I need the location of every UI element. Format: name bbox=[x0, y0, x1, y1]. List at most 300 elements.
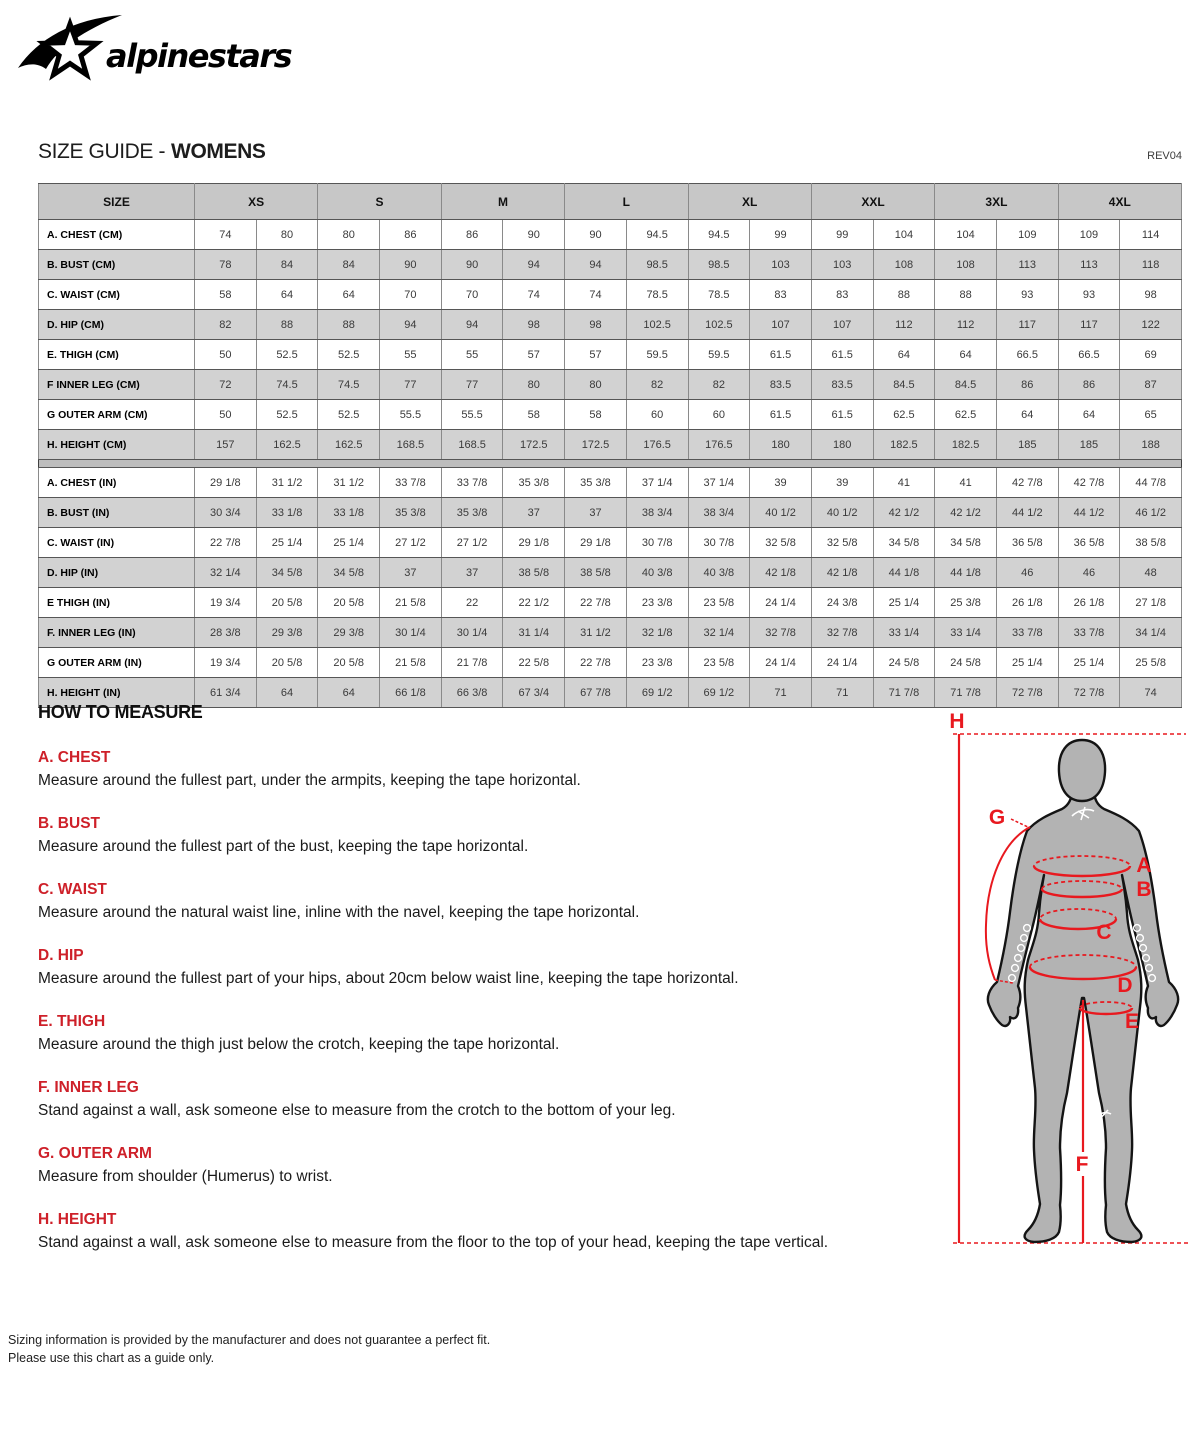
value-cell: 40 1/2 bbox=[811, 498, 873, 528]
row-label: G OUTER ARM (IN) bbox=[39, 648, 195, 678]
value-cell: 80 bbox=[565, 370, 627, 400]
value-cell: 61 3/4 bbox=[195, 678, 257, 708]
value-cell: 25 1/4 bbox=[1058, 648, 1120, 678]
size-table bbox=[38, 183, 1182, 708]
value-cell: 72 bbox=[195, 370, 257, 400]
value-cell: 37 1/4 bbox=[626, 468, 688, 498]
value-cell: 37 1/4 bbox=[688, 468, 750, 498]
value-cell: 72 7/8 bbox=[1058, 678, 1120, 708]
figure-label-thigh: E bbox=[1124, 1010, 1140, 1033]
body-head bbox=[1059, 740, 1105, 801]
figure-label-bust: B bbox=[1136, 878, 1152, 901]
value-cell: 102.5 bbox=[688, 310, 750, 340]
size-header-s: S bbox=[318, 184, 441, 220]
value-cell: 60 bbox=[626, 400, 688, 430]
value-cell: 48 bbox=[1120, 558, 1182, 588]
value-cell: 86 bbox=[996, 370, 1058, 400]
row-label: B. BUST (CM) bbox=[39, 250, 195, 280]
value-cell: 78 bbox=[195, 250, 257, 280]
value-cell: 32 1/4 bbox=[688, 618, 750, 648]
value-cell: 34 5/8 bbox=[873, 528, 935, 558]
disclaimer-line-2: Please use this chart as a guide only. bbox=[8, 1351, 215, 1365]
value-cell: 44 1/8 bbox=[873, 558, 935, 588]
value-cell: 55.5 bbox=[380, 400, 442, 430]
value-cell: 23 5/8 bbox=[688, 648, 750, 678]
value-cell: 107 bbox=[750, 310, 812, 340]
value-cell: 61.5 bbox=[750, 340, 812, 370]
value-cell: 22 1/2 bbox=[503, 588, 565, 618]
value-cell: 32 5/8 bbox=[750, 528, 812, 558]
value-cell: 20 5/8 bbox=[318, 648, 380, 678]
measure-row-in bbox=[39, 618, 1182, 648]
value-cell: 93 bbox=[1058, 280, 1120, 310]
value-cell: 19 3/4 bbox=[195, 648, 257, 678]
measure-item-text: Stand against a wall, ask someone else to measure from the floor to the top of your head, keeping the tape vertical. bbox=[38, 1234, 829, 1251]
value-cell: 71 7/8 bbox=[935, 678, 997, 708]
measure-item-thigh bbox=[38, 1013, 928, 1055]
value-cell: 52.5 bbox=[256, 340, 318, 370]
value-cell: 35 3/8 bbox=[565, 468, 627, 498]
value-cell: 80 bbox=[318, 220, 380, 250]
value-cell: 34 5/8 bbox=[256, 558, 318, 588]
measure-item-heading: H. HEIGHT bbox=[38, 1211, 117, 1228]
value-cell: 98.5 bbox=[688, 250, 750, 280]
value-cell: 113 bbox=[996, 250, 1058, 280]
value-cell: 33 7/8 bbox=[380, 468, 442, 498]
value-cell: 99 bbox=[811, 220, 873, 250]
value-cell: 37 bbox=[380, 558, 442, 588]
value-cell: 32 7/8 bbox=[750, 618, 812, 648]
value-cell: 33 1/4 bbox=[873, 618, 935, 648]
value-cell: 30 7/8 bbox=[688, 528, 750, 558]
value-cell: 162.5 bbox=[318, 430, 380, 460]
measure-item-text: Measure around the fullest part of your hips, about 20cm below waist line, keeping the tape horizontal. bbox=[38, 970, 739, 987]
value-cell: 78.5 bbox=[626, 280, 688, 310]
size-header-3xl: 3XL bbox=[935, 184, 1058, 220]
value-cell: 25 1/4 bbox=[318, 528, 380, 558]
value-cell: 83.5 bbox=[750, 370, 812, 400]
value-cell: 44 1/2 bbox=[996, 498, 1058, 528]
measure-row-cm bbox=[39, 310, 1182, 340]
figure-label-outer-arm: G bbox=[988, 806, 1006, 829]
value-cell: 40 3/8 bbox=[688, 558, 750, 588]
value-cell: 66 3/8 bbox=[441, 678, 503, 708]
value-cell: 46 1/2 bbox=[1120, 498, 1182, 528]
value-cell: 22 5/8 bbox=[503, 648, 565, 678]
size-header-xl: XL bbox=[688, 184, 811, 220]
value-cell: 27 1/8 bbox=[1120, 588, 1182, 618]
value-cell: 32 1/4 bbox=[195, 558, 257, 588]
how-to-measure-title: HOW TO MEASURE bbox=[38, 702, 203, 722]
measure-row-in bbox=[39, 528, 1182, 558]
value-cell: 64 bbox=[1058, 400, 1120, 430]
value-cell: 26 1/8 bbox=[996, 588, 1058, 618]
value-cell: 77 bbox=[441, 370, 503, 400]
value-cell: 71 7/8 bbox=[873, 678, 935, 708]
value-cell: 86 bbox=[1058, 370, 1120, 400]
value-cell: 23 3/8 bbox=[626, 648, 688, 678]
value-cell: 44 1/2 bbox=[1058, 498, 1120, 528]
value-cell: 50 bbox=[195, 400, 257, 430]
measure-item-bust bbox=[38, 815, 928, 857]
value-cell: 108 bbox=[935, 250, 997, 280]
value-cell: 20 5/8 bbox=[318, 588, 380, 618]
value-cell: 38 3/4 bbox=[626, 498, 688, 528]
value-cell: 109 bbox=[996, 220, 1058, 250]
value-cell: 66 1/8 bbox=[380, 678, 442, 708]
value-cell: 94.5 bbox=[688, 220, 750, 250]
value-cell: 64 bbox=[873, 340, 935, 370]
value-cell: 37 bbox=[503, 498, 565, 528]
value-cell: 30 1/4 bbox=[441, 618, 503, 648]
value-cell: 31 1/2 bbox=[256, 468, 318, 498]
value-cell: 87 bbox=[1120, 370, 1182, 400]
value-cell: 33 1/4 bbox=[935, 618, 997, 648]
value-cell: 113 bbox=[1058, 250, 1120, 280]
alpinestars-logo bbox=[12, 6, 322, 99]
size-header-xxl: XXL bbox=[811, 184, 934, 220]
measure-row-in bbox=[39, 468, 1182, 498]
value-cell: 24 1/4 bbox=[750, 588, 812, 618]
value-cell: 38 3/4 bbox=[688, 498, 750, 528]
value-cell: 25 5/8 bbox=[1120, 648, 1182, 678]
figure-label-height: H bbox=[949, 710, 965, 733]
value-cell: 38 5/8 bbox=[565, 558, 627, 588]
value-cell: 27 1/2 bbox=[380, 528, 442, 558]
value-cell: 46 bbox=[996, 558, 1058, 588]
value-cell: 74 bbox=[503, 280, 565, 310]
value-cell: 88 bbox=[873, 280, 935, 310]
value-cell: 62.5 bbox=[935, 400, 997, 430]
value-cell: 88 bbox=[318, 310, 380, 340]
value-cell: 25 3/8 bbox=[935, 588, 997, 618]
value-cell: 185 bbox=[996, 430, 1058, 460]
value-cell: 23 3/8 bbox=[626, 588, 688, 618]
value-cell: 176.5 bbox=[688, 430, 750, 460]
value-cell: 74 bbox=[1120, 678, 1182, 708]
value-cell: 42 1/2 bbox=[873, 498, 935, 528]
value-cell: 46 bbox=[1058, 558, 1120, 588]
value-cell: 94 bbox=[380, 310, 442, 340]
row-label: H. HEIGHT (CM) bbox=[39, 430, 195, 460]
size-column-header: SIZE bbox=[39, 184, 195, 220]
value-cell: 55 bbox=[441, 340, 503, 370]
value-cell: 98 bbox=[503, 310, 565, 340]
value-cell: 67 3/4 bbox=[503, 678, 565, 708]
value-cell: 55.5 bbox=[441, 400, 503, 430]
how-to-measure-section bbox=[38, 702, 928, 1277]
value-cell: 38 5/8 bbox=[503, 558, 565, 588]
alpinestars-logo-graphic bbox=[12, 6, 322, 94]
value-cell: 50 bbox=[195, 340, 257, 370]
value-cell: 21 5/8 bbox=[380, 648, 442, 678]
value-cell: 82 bbox=[195, 310, 257, 340]
measure-row-cm bbox=[39, 280, 1182, 310]
value-cell: 20 5/8 bbox=[256, 588, 318, 618]
measure-item-height bbox=[38, 1211, 928, 1253]
measure-row-cm bbox=[39, 370, 1182, 400]
measure-row-in bbox=[39, 558, 1182, 588]
value-cell: 74.5 bbox=[318, 370, 380, 400]
title-row bbox=[38, 140, 1182, 164]
row-label: H. HEIGHT (IN) bbox=[39, 678, 195, 708]
value-cell: 112 bbox=[935, 310, 997, 340]
value-cell: 24 3/8 bbox=[811, 588, 873, 618]
measure-item-heading: F. INNER LEG bbox=[38, 1079, 139, 1096]
value-cell: 94 bbox=[503, 250, 565, 280]
value-cell: 176.5 bbox=[626, 430, 688, 460]
value-cell: 64 bbox=[256, 280, 318, 310]
value-cell: 84 bbox=[318, 250, 380, 280]
row-label: B. BUST (IN) bbox=[39, 498, 195, 528]
figure-label-waist: C bbox=[1096, 921, 1112, 944]
value-cell: 72 7/8 bbox=[996, 678, 1058, 708]
value-cell: 42 1/2 bbox=[935, 498, 997, 528]
value-cell: 37 bbox=[441, 558, 503, 588]
value-cell: 30 3/4 bbox=[195, 498, 257, 528]
measure-item-heading: E. THIGH bbox=[38, 1013, 106, 1030]
figure-label-hip: D bbox=[1117, 974, 1133, 997]
value-cell: 35 3/8 bbox=[380, 498, 442, 528]
value-cell: 61.5 bbox=[811, 340, 873, 370]
value-cell: 90 bbox=[503, 220, 565, 250]
value-cell: 86 bbox=[380, 220, 442, 250]
value-cell: 172.5 bbox=[565, 430, 627, 460]
measure-item-text: Measure around the fullest part of the bust, keeping the tape horizontal. bbox=[38, 838, 529, 855]
measure-item-heading: C. WAIST bbox=[38, 881, 107, 898]
value-cell: 32 7/8 bbox=[811, 618, 873, 648]
value-cell: 104 bbox=[935, 220, 997, 250]
value-cell: 84.5 bbox=[873, 370, 935, 400]
value-cell: 74 bbox=[565, 280, 627, 310]
value-cell: 22 7/8 bbox=[565, 588, 627, 618]
value-cell: 21 5/8 bbox=[380, 588, 442, 618]
value-cell: 29 1/8 bbox=[195, 468, 257, 498]
value-cell: 58 bbox=[195, 280, 257, 310]
value-cell: 42 7/8 bbox=[996, 468, 1058, 498]
value-cell: 61.5 bbox=[750, 400, 812, 430]
row-label: D. HIP (IN) bbox=[39, 558, 195, 588]
value-cell: 64 bbox=[318, 280, 380, 310]
value-cell: 52.5 bbox=[318, 340, 380, 370]
value-cell: 24 1/4 bbox=[750, 648, 812, 678]
value-cell: 82 bbox=[626, 370, 688, 400]
value-cell: 58 bbox=[565, 400, 627, 430]
value-cell: 30 7/8 bbox=[626, 528, 688, 558]
value-cell: 80 bbox=[256, 220, 318, 250]
value-cell: 33 1/8 bbox=[318, 498, 380, 528]
value-cell: 64 bbox=[935, 340, 997, 370]
value-cell: 61.5 bbox=[811, 400, 873, 430]
value-cell: 86 bbox=[441, 220, 503, 250]
row-label: A. CHEST (IN) bbox=[39, 468, 195, 498]
value-cell: 112 bbox=[873, 310, 935, 340]
value-cell: 34 1/4 bbox=[1120, 618, 1182, 648]
measure-item-waist bbox=[38, 881, 928, 923]
measure-item-heading: D. HIP bbox=[38, 947, 84, 964]
value-cell: 60 bbox=[688, 400, 750, 430]
value-cell: 114 bbox=[1120, 220, 1182, 250]
value-cell: 69 1/2 bbox=[626, 678, 688, 708]
value-cell: 157 bbox=[195, 430, 257, 460]
value-cell: 36 5/8 bbox=[1058, 528, 1120, 558]
value-cell: 66.5 bbox=[996, 340, 1058, 370]
row-label: F INNER LEG (CM) bbox=[39, 370, 195, 400]
measure-row-cm bbox=[39, 220, 1182, 250]
value-cell: 117 bbox=[996, 310, 1058, 340]
measure-item-outer-arm bbox=[38, 1145, 928, 1187]
value-cell: 24 5/8 bbox=[873, 648, 935, 678]
value-cell: 41 bbox=[873, 468, 935, 498]
value-cell: 98 bbox=[565, 310, 627, 340]
value-cell: 66.5 bbox=[1058, 340, 1120, 370]
logo-star-icon bbox=[43, 24, 96, 75]
value-cell: 83 bbox=[811, 280, 873, 310]
value-cell: 38 5/8 bbox=[1120, 528, 1182, 558]
measure-item-text: Measure from shoulder (Humerus) to wrist. bbox=[38, 1168, 333, 1185]
value-cell: 162.5 bbox=[256, 430, 318, 460]
disclaimer-line-1: Sizing information is provided by the manufacturer and does not guarantee a perfect fit. bbox=[8, 1333, 491, 1347]
value-cell: 172.5 bbox=[503, 430, 565, 460]
value-cell: 34 5/8 bbox=[318, 558, 380, 588]
value-cell: 30 1/4 bbox=[380, 618, 442, 648]
value-cell: 90 bbox=[565, 220, 627, 250]
measurement-figure bbox=[940, 690, 1190, 1270]
value-cell: 69 bbox=[1120, 340, 1182, 370]
value-cell: 32 1/8 bbox=[626, 618, 688, 648]
value-cell: 29 1/8 bbox=[565, 528, 627, 558]
size-header-xs: XS bbox=[195, 184, 318, 220]
value-cell: 90 bbox=[441, 250, 503, 280]
value-cell: 94 bbox=[565, 250, 627, 280]
value-cell: 188 bbox=[1120, 430, 1182, 460]
value-cell: 20 5/8 bbox=[256, 648, 318, 678]
value-cell: 59.5 bbox=[688, 340, 750, 370]
value-cell: 22 7/8 bbox=[565, 648, 627, 678]
value-cell: 33 7/8 bbox=[1058, 618, 1120, 648]
page-title-gender: WOMENS bbox=[171, 140, 266, 163]
value-cell: 52.5 bbox=[318, 400, 380, 430]
value-cell: 102.5 bbox=[626, 310, 688, 340]
value-cell: 29 3/8 bbox=[318, 618, 380, 648]
measure-row-cm bbox=[39, 340, 1182, 370]
value-cell: 22 bbox=[441, 588, 503, 618]
value-cell: 55 bbox=[380, 340, 442, 370]
row-label: C. WAIST (IN) bbox=[39, 528, 195, 558]
measure-item-heading: G. OUTER ARM bbox=[38, 1145, 152, 1162]
size-header-4xl: 4XL bbox=[1058, 184, 1181, 220]
value-cell: 57 bbox=[565, 340, 627, 370]
value-cell: 25 1/4 bbox=[256, 528, 318, 558]
value-cell: 64 bbox=[318, 678, 380, 708]
value-cell: 80 bbox=[503, 370, 565, 400]
value-cell: 70 bbox=[441, 280, 503, 310]
value-cell: 103 bbox=[750, 250, 812, 280]
measure-item-hip bbox=[38, 947, 928, 989]
value-cell: 33 7/8 bbox=[441, 468, 503, 498]
row-label: E. THIGH (CM) bbox=[39, 340, 195, 370]
value-cell: 94 bbox=[441, 310, 503, 340]
row-label: A. CHEST (CM) bbox=[39, 220, 195, 250]
size-header-m: M bbox=[441, 184, 564, 220]
value-cell: 25 1/4 bbox=[996, 648, 1058, 678]
row-label: G OUTER ARM (CM) bbox=[39, 400, 195, 430]
value-cell: 98.5 bbox=[626, 250, 688, 280]
value-cell: 168.5 bbox=[441, 430, 503, 460]
measure-item-text: Measure around the thigh just below the crotch, keeping the tape horizontal. bbox=[38, 1036, 560, 1053]
value-cell: 108 bbox=[873, 250, 935, 280]
value-cell: 67 7/8 bbox=[565, 678, 627, 708]
value-cell: 93 bbox=[996, 280, 1058, 310]
value-cell: 180 bbox=[750, 430, 812, 460]
value-cell: 19 3/4 bbox=[195, 588, 257, 618]
value-cell: 52.5 bbox=[256, 400, 318, 430]
value-cell: 90 bbox=[380, 250, 442, 280]
value-cell: 65 bbox=[1120, 400, 1182, 430]
value-cell: 71 bbox=[811, 678, 873, 708]
row-label: D. HIP (CM) bbox=[39, 310, 195, 340]
value-cell: 182.5 bbox=[873, 430, 935, 460]
value-cell: 39 bbox=[750, 468, 812, 498]
body-diagram bbox=[940, 690, 1190, 1270]
measure-row-in bbox=[39, 588, 1182, 618]
measure-item-text: Stand against a wall, ask someone else to measure from the crotch to the bottom of your leg. bbox=[38, 1102, 676, 1119]
value-cell: 44 1/8 bbox=[935, 558, 997, 588]
value-cell: 32 5/8 bbox=[811, 528, 873, 558]
measure-item-heading: B. BUST bbox=[38, 815, 100, 832]
value-cell: 84.5 bbox=[935, 370, 997, 400]
value-cell: 26 1/8 bbox=[1058, 588, 1120, 618]
value-cell: 59.5 bbox=[626, 340, 688, 370]
value-cell: 40 1/2 bbox=[750, 498, 812, 528]
value-cell: 29 1/8 bbox=[503, 528, 565, 558]
value-cell: 104 bbox=[873, 220, 935, 250]
value-cell: 82 bbox=[688, 370, 750, 400]
figure-label-chest: A bbox=[1136, 854, 1152, 877]
value-cell: 168.5 bbox=[380, 430, 442, 460]
value-cell: 62.5 bbox=[873, 400, 935, 430]
value-cell: 31 1/4 bbox=[503, 618, 565, 648]
value-cell: 99 bbox=[750, 220, 812, 250]
value-cell: 88 bbox=[935, 280, 997, 310]
measure-item-chest bbox=[38, 749, 928, 791]
page-title-prefix: SIZE GUIDE - bbox=[38, 140, 166, 163]
value-cell: 21 7/8 bbox=[441, 648, 503, 678]
value-cell: 69 1/2 bbox=[688, 678, 750, 708]
value-cell: 64 bbox=[996, 400, 1058, 430]
value-cell: 42 7/8 bbox=[1058, 468, 1120, 498]
disclaimer bbox=[8, 1331, 490, 1367]
value-cell: 41 bbox=[935, 468, 997, 498]
value-cell: 34 5/8 bbox=[935, 528, 997, 558]
value-cell: 37 bbox=[565, 498, 627, 528]
value-cell: 44 7/8 bbox=[1120, 468, 1182, 498]
value-cell: 28 3/8 bbox=[195, 618, 257, 648]
value-cell: 70 bbox=[380, 280, 442, 310]
measure-item-text: Measure around the fullest part, under the armpits, keeping the tape horizontal. bbox=[38, 772, 581, 789]
value-cell: 84 bbox=[256, 250, 318, 280]
size-header-l: L bbox=[565, 184, 688, 220]
unit-separator bbox=[39, 460, 1182, 468]
row-label: C. WAIST (CM) bbox=[39, 280, 195, 310]
value-cell: 107 bbox=[811, 310, 873, 340]
measure-item-inner-leg bbox=[38, 1079, 928, 1121]
value-cell: 33 1/8 bbox=[256, 498, 318, 528]
value-cell: 31 1/2 bbox=[318, 468, 380, 498]
measure-item-heading: A. CHEST bbox=[38, 749, 111, 766]
value-cell: 78.5 bbox=[688, 280, 750, 310]
value-cell: 94.5 bbox=[626, 220, 688, 250]
